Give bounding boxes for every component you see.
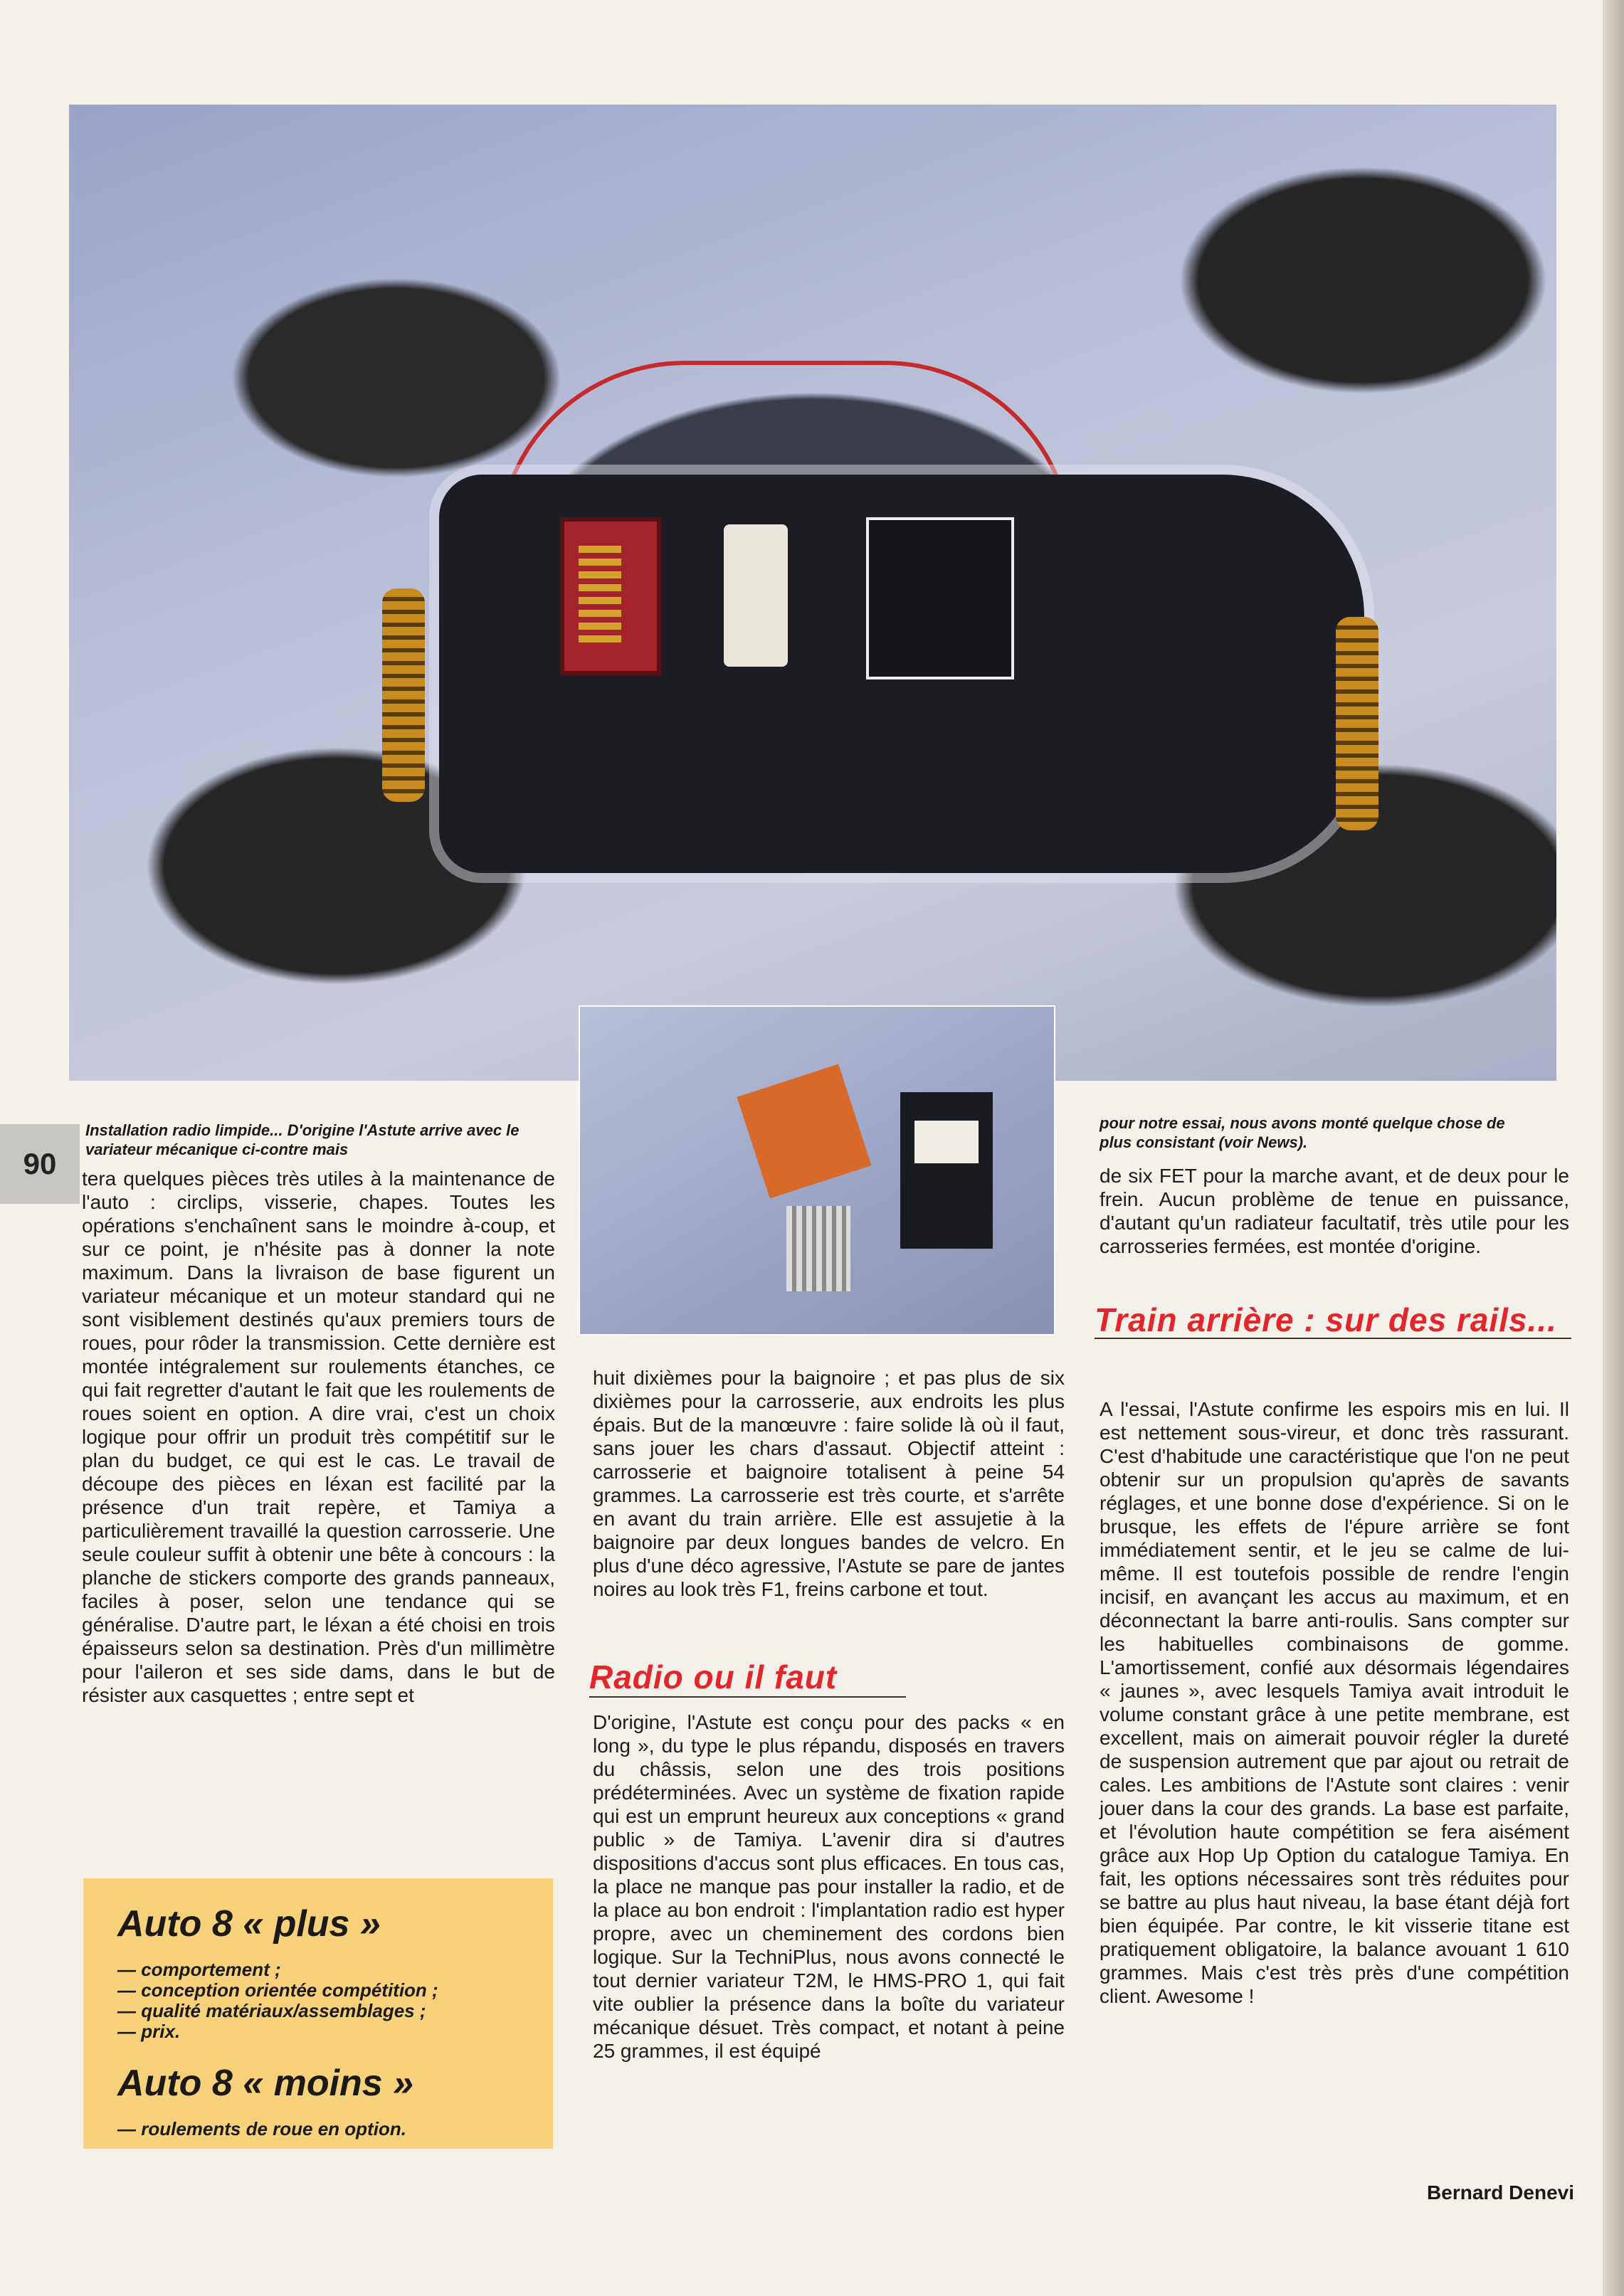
column-3-top-text: de six FET pour la marche avant, et de deux pour le frein. Aucun problème de tenue en puissance, d'autant qu'un radiateur facultatif, très utile pour les carrosseries fermées, est montée d'origine. [1100, 1165, 1569, 1257]
article-column-3-top [1100, 1164, 1569, 1258]
article-column-2-bottom [593, 1710, 1065, 2063]
photo-variator-plate [737, 1064, 871, 1198]
moins-title: Auto 8 « moins » [117, 2063, 414, 2104]
moins-list [117, 2119, 406, 2139]
page-number: 90 [0, 1124, 80, 1204]
column-3-bottom-text: A l'essai, l'Astute confirme les espoirs mis en lui. Il est nettement sous-vireur, et donc très rassurant. C'est d'habitude une caractéristique que l'on ne peut obtenir sur un propulsion qu'après de savants réglages, et une bonne dose d'expérience. Si on le brusque, les effets de l'épure arrière se font immédiatement sentir, et le jeu se calme de lui-même. Il est toutefois possible de rendre l'engin incisif, en avançant les accus au maximum, et en déconnectant la barre anti-roulis. Sans compter sur les habituelles combinaisons de gomme. L'amortissement, confié aux désormais légendaires « jaunes », avec lesquels Tamiya avait introduit le volume constant grâce à une petite membrane, est excellent, mais on aimerait pouvoir régler la dureté de suspension autrement que par ajout ou retrait de cales. Les ambitions de l'Astute sont claires : venir jouer dans la cour des grands. La base est parfaite, et l'évolution haute compétition se fera aisément grâce aux Hop Up Option du catalogue Tamiya. En fait, les options nécessaires sont très réduites pour se battre au plus haut niveau, la base étant déjà fort bien équipée. Par contre, le kit visserie titane est pratiquement obligatoire, la balance avouant 1 610 grammes. Mais c'est très près d'une compétition client. Awesome ! [1100, 1398, 1569, 2007]
heading-train-arriere: Train arrière : sur des rails... [1095, 1302, 1571, 1339]
article-column-2-top [593, 1366, 1065, 1601]
photo-shock-front [382, 588, 425, 802]
photo-shock-rear [1336, 617, 1378, 830]
heading-radio: Radio ou il faut [589, 1659, 906, 1698]
column-1-text: tera quelques pièces très utiles à la maintenance de l'auto : circlips, visserie, chapes. Toutes les opérations s'enchaînent sans le moindre à-coup, et sur ce point, je n'hésite pas à donner la note maximum. Dans la livraison de base figurent un variateur mécanique et un moteur standard qui ne sont visiblement destinés qu'aux premiers tours de roues, pour rôder la transmission. Cette dernière est montée intégralement sur roulements étanches, ce qui fait regretter d'autant le fait que les roulements de roues soient en option. A dire vrai, c'est un choix logique pour offrir un produit très compétitif sur le plan du budget, ce qui est le cas. Le travail de découpe des pièces en léxan est facilité par la présence d'un trait repère, et Tamiya a particulièrement travaillé la question carrosserie. Une seule couleur suffit à obtenir une bête à concours : la planche de stickers comporte des grands panneaux, faciles à poser, selon une tendance qui se généralise. D'autre part, le léxan a été choisi en trois épaisseurs selon sa destination. Près d'un millimètre pour l'aileron et ses side dams, dans le but de résister aux casquettes ; entre sept et [82, 1168, 555, 1706]
photo-speed-controller [560, 517, 661, 675]
plus-item: — prix. [117, 2021, 181, 2042]
inset-photo-mechanical-variator [579, 1005, 1055, 1335]
article-column-1 [82, 1167, 555, 1707]
main-photo-rc-car [69, 105, 1556, 1081]
caption-left: Installation radio limpide... D'origine l'Astute arrive avec le variateur mécanique ci-contre mais [85, 1121, 520, 1158]
article-column-3-bottom [1100, 1397, 1569, 2008]
plus-title: Auto 8 « plus » [117, 1903, 381, 1945]
author-signature: Bernard Denevi [1427, 2181, 1574, 2204]
photo-battery-connector [724, 524, 788, 667]
plus-item: — conception orientée compétition ; [117, 1979, 438, 2001]
plus-item: — qualité matériaux/assemblages ; [117, 2000, 426, 2021]
photo-heatsink [786, 1206, 850, 1291]
photo-servo [866, 517, 1014, 679]
plus-item: — comportement ; [117, 1959, 281, 1980]
caption-right: pour notre essai, nous avons monté quelque chose de plus consistant (voir News). [1100, 1114, 1505, 1151]
moins-item: — roulements de roue en option. [117, 2118, 406, 2139]
page-edge [1603, 0, 1624, 2296]
column-2-bottom-text: D'origine, l'Astute est conçu pour des packs « en long », du type le plus répandu, disposés en travers du châssis, selon une des trois positions prédéterminées. Avec un système de fixation rapide qui est un emprunt heureux aux conceptions « grand public » de Tamiya. L'avenir dira si d'autres dispositions d'accus sont plus efficaces. En tous cas, la place ne manque pas pour installer la radio, et de la place au bon endroit : l'implantation radio est hyper propre, avec un cheminement des cordons bien logique. Sur la TechniPlus, nous avons connecté le tout dernier variateur T2M, le HMS-PRO 1, qui fait vite oublier la présence dans la boîte du variateur mécanique désuet. Très compact, et notant à peine 25 grammes, il est équipé [593, 1711, 1065, 2062]
plus-list [117, 1959, 438, 2042]
column-2-top-text: huit dixièmes pour la baignoire ; et pas plus de six dixièmes pour la carrosserie, aux endroits les plus épais. But de la manœuvre : faire solide là où il faut, sans jouer les chars d'assaut. Objectif atteint : carrosserie et baignoire totalisent à peine 54 grammes. La carrosserie est très courte, et s'arrête en avant du train arrière. Elle est assujetie à la baignoire par deux longues bandes de velcro. En plus d'une déco agressive, l'Astute se pare de jantes noires au look très F1, freins carbone et tout. [593, 1367, 1065, 1600]
photo-servo-small [900, 1092, 993, 1249]
plus-moins-box [83, 1878, 553, 2149]
